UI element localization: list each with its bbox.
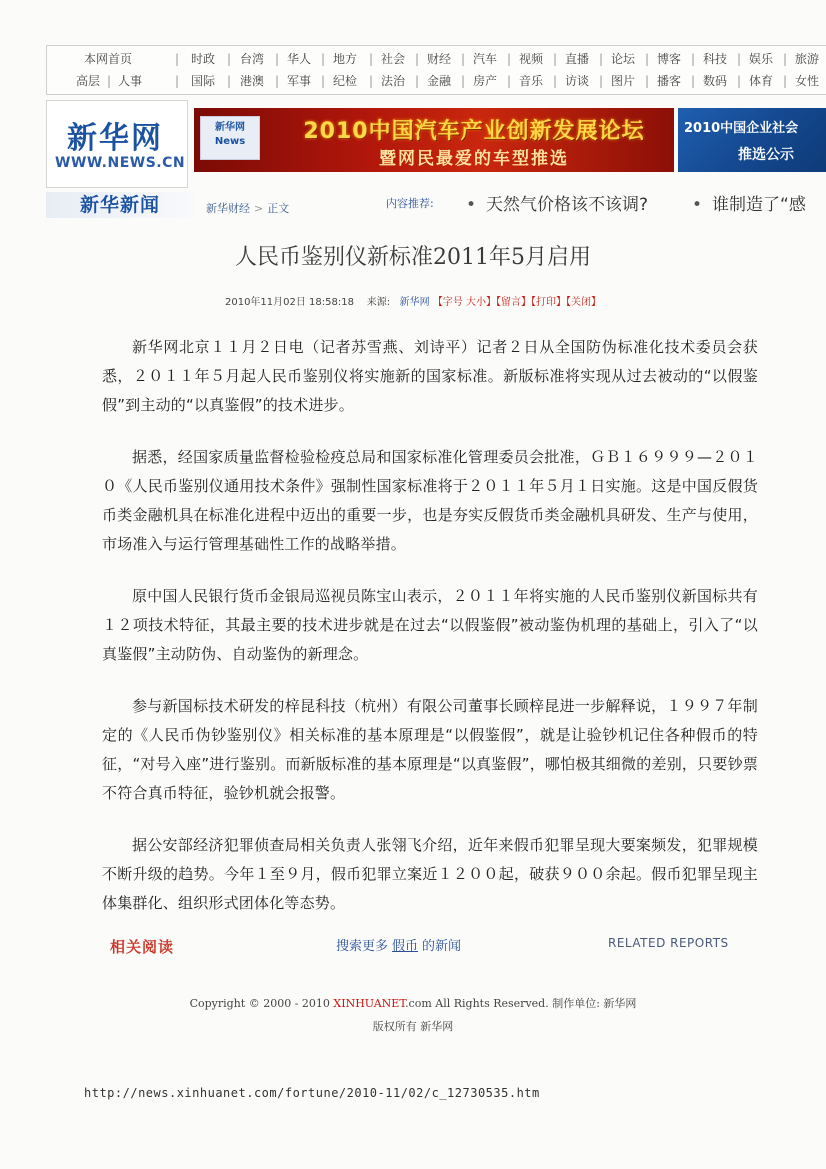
nav-link[interactable]: 金融 [426,74,451,88]
copyright-suffix: .com All Rights Reserved. 制作单位: 新华网 [405,997,637,1010]
nav-link[interactable]: 纪检 [332,74,357,88]
page-url: http://news.xinhuanet.com/fortune/2010-11/02/c_12730535.htm [84,1086,540,1100]
related-search-suffix: 的新闻 [422,939,462,954]
nav-link[interactable]: 高层 [75,74,100,88]
article-tools[interactable]: 【字号 大小】【留言】【打印】【关闭】 [432,297,601,308]
nav-link[interactable]: 科技 [702,52,727,66]
nav-link[interactable]: 直播 [564,52,589,66]
nav-link[interactable]: 军事 [286,74,311,88]
article-title: 人民币鉴别仪新标准2011年5月启用 [235,245,591,270]
section-logo[interactable]: 新华新闻 [46,192,194,218]
related-reports-label: RELATED REPORTS [608,936,729,950]
nav-link[interactable]: 国际 [190,74,215,88]
nav-link[interactable]: 汽车 [472,52,497,66]
channel-nav-row-1: 本网首页 | 时政 | 台湾 | 华人 | 地方 | 社会 | 财经 | 汽车 | 视频 | 直播 | 论坛 | 博客 | 科技 | 娱乐 | 旅游 [47,48,826,70]
site-logo[interactable] [46,100,188,188]
nav-link[interactable]: 社会 [380,52,405,66]
article-paragraph: 参与新国标技术研发的梓昆科技（杭州）有限公司董事长顾梓昆进一步解释说，１９９７年制定的《人民币伪钞鉴别仪》相关标准的基本原理是“以假鉴假”，就是让验钞机记住各种假币的特征，“对号入座”进行鉴别。而新版标准的基本原理是“以真鉴假”，哪怕极其细微的差别，只要钞票不符合真币特征，验钞机就会报警。 [102,697,758,802]
nav-link[interactable]: 娱乐 [748,52,773,66]
article-paragraph: 据悉，经国家质量监督检验检疫总局和国家标准化管理委员会批准，ＧＢ１６９９９—２０１０《人民币鉴别仪通用技术条件》强制性国家标准将于２０１１年５月１日实施。这是中国反假货币类金融机具在标准化进程中迈出的重要一步，也是夯实反假货币类金融机具研发、生产与使用，市场准入与运行管理基础性工作的战略举措。 [102,448,758,553]
article-paragraph: 原中国人民银行货币金银局巡视员陈宝山表示，２０１１年将实施的人民币鉴别仪新国标共有１２项技术特征，其最主要的技术进步就是在过去“以假鉴假”被动鉴伪机理的基础上，引入了“以真鉴假”主动防伪、自动鉴伪的新理念。 [102,587,758,663]
channel-nav [46,45,826,95]
bullet-icon: • [466,195,477,215]
nav-link[interactable]: 体育 [748,74,773,88]
nav-link[interactable]: 论坛 [610,52,635,66]
nav-link[interactable]: 地方 [332,52,357,66]
nav-link[interactable]: 房产 [472,74,497,88]
logo-wordmark: 新华网 [67,121,163,156]
article-paragraph: 新华网北京１１月２日电（记者苏雪燕、刘诗平）记者２日从全国防伪标准化技术委员会获悉，２０１１年５月起人民币鉴别仪将实施新的国家标准。新版标准将实现从过去被动的“以假鉴假”到主动的“以真鉴假”的技术进步。 [102,338,758,414]
csr-banner[interactable] [678,108,826,172]
article-meta [0,293,826,308]
nav-link[interactable]: 访谈 [564,74,589,88]
banner-subtitle: 推选公示 [738,147,794,163]
recommend-label: 内容推荐: [386,197,434,210]
copyright-prefix: Copyright © 2000 - 2010 [189,997,330,1010]
source-label: 来源: [366,297,391,308]
nav-link[interactable]: 人事 [117,74,142,88]
publish-datetime: 2010年11月02日 18:58:18 [224,297,354,308]
recommend-link-text: 谁制造了“感 [712,195,806,215]
nav-link[interactable]: 财经 [426,52,451,66]
logo-url: WWW.NEWS.CN [55,155,186,171]
banner-subtitle: 暨网民最爱的车型推选 [379,149,569,169]
nav-link[interactable]: 女性 [794,74,819,88]
nav-link[interactable]: 音乐 [518,74,543,88]
nav-link[interactable]: 华人 [286,52,311,66]
nav-link[interactable]: 博客 [656,52,681,66]
breadcrumb [206,200,289,216]
breadcrumb-parent[interactable]: 新华财经 [206,202,250,215]
nav-link[interactable]: 图片 [610,74,635,88]
breadcrumb-separator: > [254,202,264,215]
copyright-site[interactable]: XINHUANET [333,997,406,1010]
related-search-keyword[interactable]: 假币 [392,939,419,954]
nav-link-home[interactable]: 本网首页 [83,52,132,66]
nav-link[interactable]: 视频 [518,52,543,66]
article-paragraph: 据公安部经济犯罪侦查局相关负责人张翎飞介绍，近年来假币犯罪呈现大要案频发，犯罪规模不断升级的趋势。今年１至９月，假币犯罪立案近１２００起，破获９００余起。假币犯罪呈现主体集群化、组织形式团体化等态势。 [102,836,758,912]
nav-link[interactable]: 旅游 [794,52,819,66]
auto-forum-banner[interactable] [194,108,674,172]
nav-link[interactable]: 播客 [656,74,681,88]
nav-link[interactable]: 数码 [702,74,727,88]
nav-link[interactable]: 法治 [380,74,405,88]
banner-badge: 新华网 News [200,116,260,160]
nav-link[interactable]: 时政 [190,52,215,66]
related-reading-label: 相关阅读 [110,938,175,956]
rights-reserved: 版权所有 新华网 [372,1020,454,1033]
banner-title: 2010中国企业社会 [684,121,799,136]
source-link[interactable]: 新华网 [399,297,430,308]
related-search-prefix: 搜索更多 [336,939,389,954]
related-search [336,935,461,954]
banner-title: 2010中国汽车产业创新发展论坛 [303,119,645,144]
recommend-link[interactable] [692,190,806,215]
nav-link[interactable]: 港澳 [239,74,264,88]
bullet-icon: • [692,195,703,215]
channel-nav-row-2: 高层 | 人事 | 国际 | 港澳 | 军事 | 纪检 | 法治 | 金融 | 房产 | 音乐 | 访谈 | 图片 | 播客 | 数码 | 体育 | 女性 [47,70,826,92]
copyright [0,995,826,1011]
recommend-link[interactable] [466,190,648,215]
article-body [102,333,758,941]
breadcrumb-current: 正文 [267,202,290,215]
recommend-link-text: 天然气价格该不该调? [486,195,649,215]
nav-link[interactable]: 台湾 [239,52,264,66]
